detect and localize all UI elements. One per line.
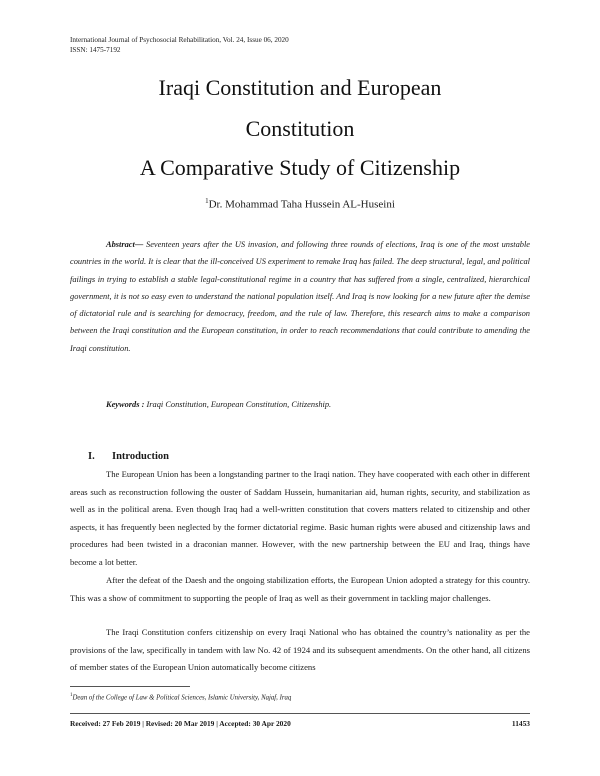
journal-citation: International Journal of Psychosocial Rehabilitation, Vol. 24, Issue 06, 2020 (70, 36, 289, 44)
keywords-text: Iraqi Constitution, European Constitution, Citizenship. (144, 400, 332, 409)
submission-dates: Received: 27 Feb 2019 | Revised: 20 Mar 2019 | Accepted: 30 Apr 2020 (70, 719, 291, 728)
body-paragraph: After the defeat of the Daesh and the ongoing stabilization efforts, the European Union adopted a strategy for this country. This was a show of commitment to supporting the people of Iraq as well as their government in tackling major challenges. (70, 575, 530, 603)
body-paragraph: The European Union has been a longstanding partner to the Iraqi nation. They have cooperated with each other in different areas such as reconstruction following the ouster of Saddam Hussein, humanitarian aid, human rights, security, and stabilization as well as in the political arena. Even though Iraq had a well-written constitution that covers matters related to citizenship and other aspects, it has frequently been neglected by the former dictatorial regime. Basic human rights were abused and citizenship laws and procedures had been twisted in a draconian manner. However, with the new partnership between the EU and Iraq, things have become a lot better. (70, 469, 530, 567)
abstract (70, 236, 530, 357)
footnote-text: Dean of the College of Law & Political Sciences, Islamic University, Najaf, Iraq (72, 694, 292, 702)
section-heading (88, 450, 169, 463)
paper-title-line-1: Iraqi Constitution and European (158, 75, 442, 100)
footer-divider (70, 713, 530, 714)
abstract-label: Abstract— (106, 240, 144, 249)
author-line (0, 195, 600, 212)
section-number: I. (88, 451, 95, 462)
keywords-label: Keywords : (106, 400, 145, 409)
abstract-text: Seventeen years after the US invasion, and following three rounds of elections, Iraq is one of the most unstable countries in the world. It is clear that the ill-conceived US experiment to remake Iraq has failed. The deep structural, legal, and political failings in trying to establish a stable legal-constitutional regime in a country that has suffered from a single, centralized, hierarchical government, it is not so easy even to understand the national population itself. And Iraq is now looking for a new future after the demise of dictatorial rule and is searching for democracy, freedom, and the rule of law. Therefore, this research aims to make a comparison between the Iraqi constitution and the European constitution, in order to reach recommendations that could contribute to amending the Iraqi constitution. (70, 240, 530, 353)
issn: ISSN: 1475-7192 (70, 46, 121, 54)
footnote-divider (70, 686, 190, 687)
keywords (106, 399, 331, 411)
author-name: Dr. Mohammad Taha Hussein AL-Huseini (208, 198, 395, 211)
paper-title-line-2: Constitution (245, 116, 355, 141)
body-paragraph: The Iraqi Constitution confers citizenship on every Iraqi National who has obtained the country’s nationality as per the provisions of the law, specifically in tandem with law No. 42 of 1924 and its subsequent amendments. On the other hand, all citizens of member states of the European Union automatically become citizens (70, 627, 530, 672)
page-number: 11453 (511, 719, 530, 728)
footnote (70, 691, 291, 702)
author-footnote-marker: 1 (205, 197, 209, 205)
footnote-marker: 1 (70, 693, 73, 698)
paper-title-line-3: A Comparative Study of Citizenship (139, 155, 461, 180)
section-title: Introduction (112, 451, 169, 462)
